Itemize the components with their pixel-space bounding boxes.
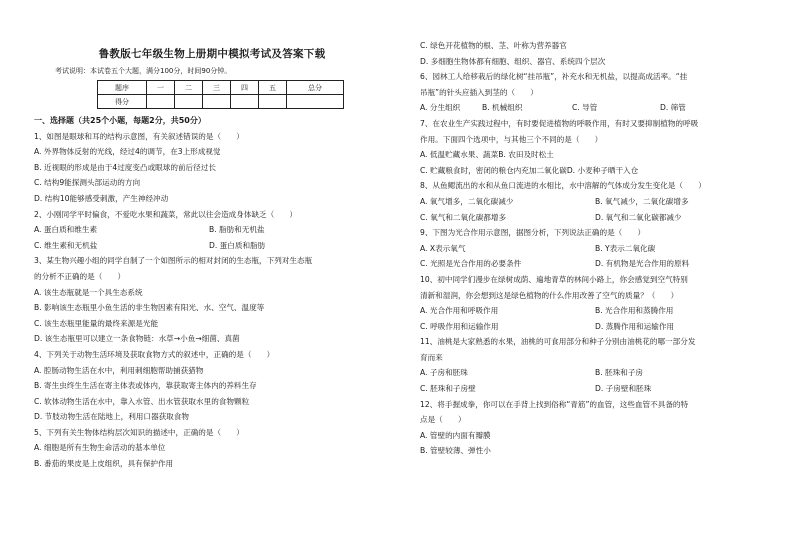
question-line: B. 近视眼的形成是由于4过度变凸或眼球的前后径过长 bbox=[34, 162, 216, 172]
option-row bbox=[420, 100, 776, 116]
question-line: C. 贮藏粮食时，密闭的粮仓内充加二氧化碳D. 小麦种子晒干入仓 bbox=[420, 165, 639, 175]
exam-title: 鲁教版七年级生物上册期中模拟考试及答案下载 bbox=[98, 48, 326, 60]
question-line: 11、油桃是大家熟悉的水果，油桃的可食用部分和种子分别由油桃花的哪一部分发 bbox=[420, 337, 696, 347]
score-table bbox=[97, 80, 344, 109]
score-header-cell: 一 bbox=[147, 81, 175, 95]
question-line: A. 细胞是所有生物生命活动的基本单位 bbox=[34, 443, 166, 453]
question-line: A. 该生态瓶就是一个具生态系统 bbox=[34, 287, 143, 297]
score-cell[interactable] bbox=[231, 95, 259, 109]
question-line: B. 寄生虫终生生活在寄主体表或体内，靠获取寄主体内的养料生存 bbox=[34, 381, 257, 391]
score-header-cell: 四 bbox=[231, 81, 259, 95]
option-text: D. 子房壁和胚珠 bbox=[595, 384, 652, 394]
score-header-cell: 三 bbox=[203, 81, 231, 95]
question-line: A. 低温贮藏水果、蔬菜B. 农田及时松土 bbox=[420, 150, 554, 160]
right-column bbox=[420, 38, 776, 459]
question-line: C. 软体动物生活在水中，靠入水管、出水管获取水里的食物颗粒 bbox=[34, 396, 250, 406]
option-text: C. 导管 bbox=[572, 103, 598, 113]
option-row bbox=[420, 303, 776, 319]
option-text: C. 呼吸作用和运输作用 bbox=[420, 321, 499, 331]
question-line: 6、园林工人给移栽后的绿化树“挂吊瓶”，补充水和无机盐，以提高成活率。“挂 bbox=[420, 72, 688, 82]
left-column bbox=[34, 113, 390, 472]
option-text: C. 氧气和二氧化碳都增多 bbox=[420, 212, 507, 222]
question-line: C. 绿色开花植物的根、茎、叶称为营养器官 bbox=[420, 41, 567, 50]
exam-note: 考试说明：本试卷五个大题，满分100分，时间90分钟。 bbox=[55, 67, 232, 75]
question-line: B. 影响该生态瓶里小鱼生活的非生物因素有阳光、水、空气、温度等 bbox=[34, 303, 265, 313]
option-row bbox=[420, 194, 776, 210]
score-table-score-row bbox=[98, 95, 344, 109]
question-line: 2、小刚同学平时偏食，不爱吃水果和蔬菜，常此以往会造成身体缺乏（ ） bbox=[34, 209, 298, 219]
option-row bbox=[420, 319, 776, 335]
question-line: A. 管壁的内面有瓣膜 bbox=[420, 430, 491, 440]
option-text: A. 分生组织 bbox=[420, 103, 461, 113]
score-cell[interactable] bbox=[259, 95, 287, 109]
question-line: 作用。下面四个选项中，与其他三个不同的是（ ） bbox=[420, 134, 603, 144]
question-line: 10、初中同学们漫步在绿树成荫、遍地青草的林间小路上，你会感觉到空气特别 bbox=[420, 274, 688, 284]
question-line: 吊瓶”的针头应插入到茎的（ ） bbox=[420, 87, 538, 97]
score-cell[interactable] bbox=[287, 95, 344, 109]
question-line: D. 该生态瓶里可以建立一条食物链：水草→小鱼→细菌、真菌 bbox=[34, 334, 240, 344]
option-row bbox=[420, 210, 776, 226]
question-line: 5、下列有关生物体结构层次知识的描述中，正确的是（ ） bbox=[34, 427, 244, 437]
question-line: 的分析不正确的是（ ） bbox=[34, 271, 126, 281]
question-line: C. 结构9能探测头部运动的方向 bbox=[34, 178, 141, 188]
option-text: A. 氧气增多，二氧化碳减少 bbox=[420, 196, 514, 206]
question-line: A. 外界物体反射的光线，经过4的调节，在3上形成视觉 bbox=[34, 147, 221, 157]
option-row bbox=[420, 256, 776, 272]
question-line: C. 该生态瓶里能量的最终来源是光能 bbox=[34, 318, 159, 328]
option-text: B. 胚珠和子房 bbox=[595, 368, 644, 378]
question-line: A. 腔肠动物生活在水中，利用刺细胞帮助捕获猎物 bbox=[34, 365, 204, 375]
section-heading: 一、选择题（共25个小题，每题2分，共50分） bbox=[34, 116, 206, 125]
question-line: D. 节肢动物生活在陆地上，利用口器获取食物 bbox=[34, 412, 189, 422]
question-line: 1、如图是眼球和耳的结构示意图，有关叙述错误的是（ ） bbox=[34, 131, 244, 141]
option-text: D. 蒸腾作用和运输作用 bbox=[595, 321, 675, 331]
option-row bbox=[420, 365, 776, 381]
option-text: D. 筛管 bbox=[660, 103, 686, 113]
question-line: 清新和湿润，你会想到这是绿色植物的什么作用改善了空气的质量？（ ） bbox=[420, 290, 679, 300]
score-row-label: 得分 bbox=[98, 95, 147, 109]
option-text: D. 氧气和二氧化碳都减少 bbox=[595, 212, 682, 222]
option-row bbox=[420, 241, 776, 257]
question-line: B. 管壁较薄、弹性小 bbox=[420, 446, 491, 456]
score-header-cell: 总分 bbox=[287, 81, 344, 95]
score-table-header-row bbox=[98, 81, 344, 95]
option-text: A. 蛋白质和维生素 bbox=[34, 225, 98, 235]
option-text: B. Y表示二氧化碳 bbox=[595, 243, 656, 253]
option-text: B. 机械组织 bbox=[482, 103, 523, 113]
question-line: B. 番茄的果皮是上皮组织，具有保护作用 bbox=[34, 459, 174, 469]
question-line: 3、某生物兴趣小组的同学自制了一个如图所示的相对封闭的生态瓶，下列对生态瓶 bbox=[34, 256, 313, 266]
option-text: A. 光合作用和呼吸作用 bbox=[420, 306, 499, 316]
option-text: A. X表示氧气 bbox=[420, 243, 466, 253]
score-header-cell: 五 bbox=[259, 81, 287, 95]
option-text: D. 有机物是光合作用的原料 bbox=[595, 259, 690, 269]
option-row bbox=[420, 381, 776, 397]
question-line: 育而来 bbox=[420, 352, 443, 362]
question-line: D. 多细胞生物体都有细胞、组织、器官、系统四个层次 bbox=[420, 56, 606, 66]
question-line: 4、下列关于动物生活环境及获取食物方式的叙述中，正确的是（ ） bbox=[34, 349, 275, 359]
question-line: D. 结构10能够感受刺激，产生神经冲动 bbox=[34, 193, 169, 203]
question-line: 8、从鱼鳃流出的水和从鱼口流进的水相比，水中溶解的气体成分发生变化是（ ） bbox=[420, 181, 706, 191]
option-row bbox=[34, 238, 390, 254]
option-text: D. 蛋白质和脂肪 bbox=[209, 240, 266, 250]
score-cell[interactable] bbox=[147, 95, 175, 109]
option-text: A. 子房和胚珠 bbox=[420, 368, 468, 378]
option-text: B. 光合作用和蒸腾作用 bbox=[595, 306, 674, 316]
option-text: B. 氧气减少，二氧化碳增多 bbox=[595, 196, 689, 206]
score-header-cell: 二 bbox=[175, 81, 203, 95]
score-cell[interactable] bbox=[203, 95, 231, 109]
question-line: 12、将手握成拳，你可以在手背上找到俗称“青筋”的血管，这些血管不具备的特 bbox=[420, 399, 689, 409]
question-line: 9、下图为光合作用示意图，据图分析，下列说法正确的是（ ） bbox=[420, 228, 646, 238]
option-text: C. 胚珠和子房壁 bbox=[420, 384, 476, 394]
option-text: B. 脂肪和无机盐 bbox=[209, 225, 265, 235]
question-line: 7、在农业生产实践过程中，有时要促进植物的呼吸作用，有时又要抑制植物的呼吸 bbox=[420, 118, 699, 128]
question-line: 点是（ ） bbox=[420, 415, 466, 425]
option-row bbox=[34, 222, 390, 238]
option-text: C. 光照是光合作用的必要条件 bbox=[420, 259, 522, 269]
score-header-cell: 题序 bbox=[98, 81, 147, 95]
option-text: C. 维生素和无机盐 bbox=[34, 240, 98, 250]
score-cell[interactable] bbox=[175, 95, 203, 109]
